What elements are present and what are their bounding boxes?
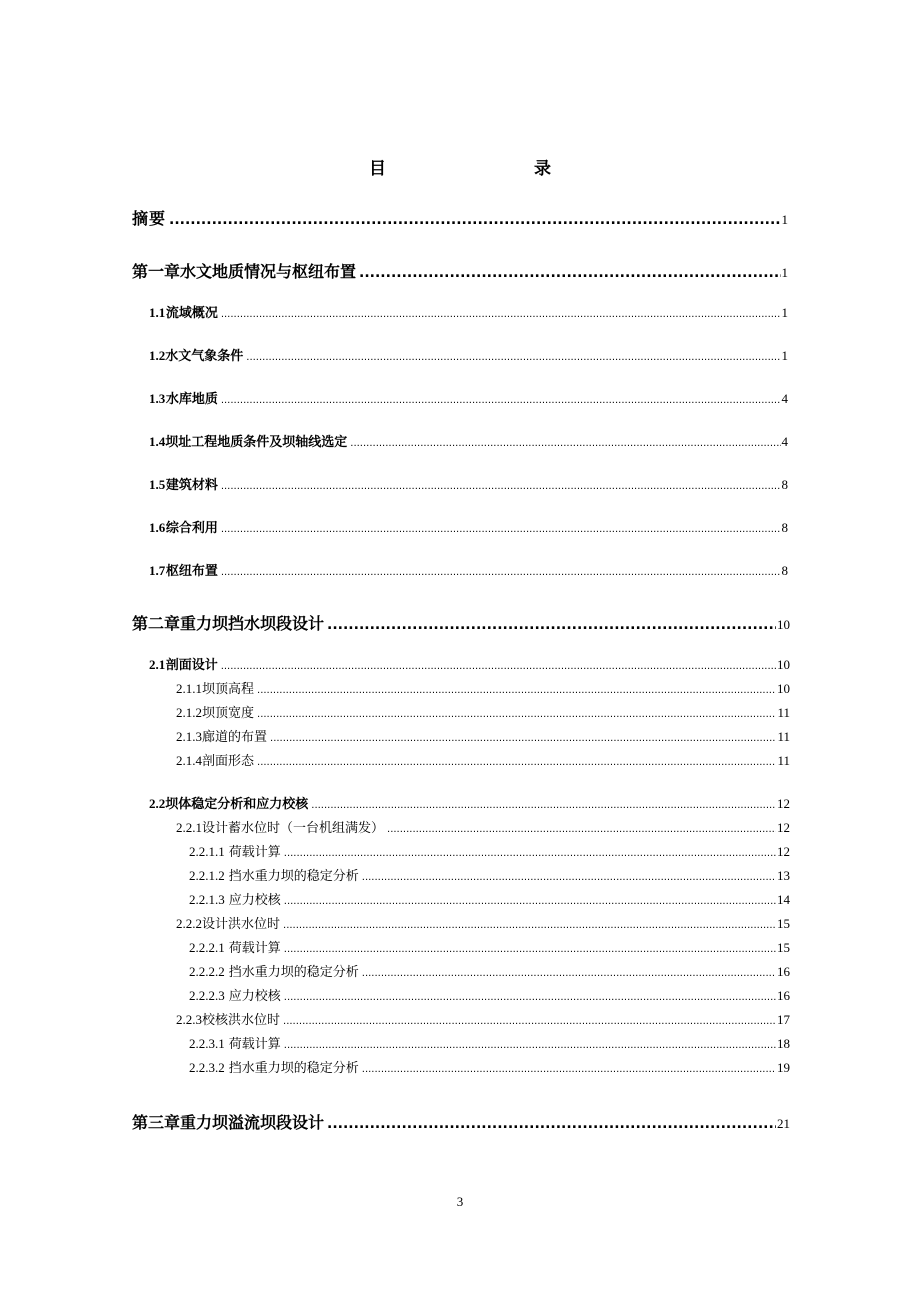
- toc-entry-title: 流域概况: [165, 306, 218, 321]
- toc-entry-page: 21: [777, 1116, 790, 1131]
- toc-entry-number: 第二章: [132, 614, 181, 633]
- toc-entry-page: 16: [777, 988, 790, 1003]
- toc-leader-dots: [284, 944, 776, 955]
- toc-entry-page: 10: [777, 657, 790, 672]
- toc-entry-number: 2.1.4: [176, 753, 202, 768]
- toc-leader-dots: [283, 920, 776, 931]
- toc-entry[interactable]: [132, 259, 788, 283]
- toc-leader-dots: [169, 212, 780, 228]
- toc-entry[interactable]: [132, 1110, 790, 1134]
- toc-entry-page: 11: [777, 753, 790, 768]
- toc-entry-number: 第一章: [132, 262, 181, 281]
- toc-entry-page: 11: [777, 729, 790, 744]
- toc-entry-number: 1.6: [149, 520, 166, 535]
- toc-entry-page: 1: [781, 305, 788, 320]
- toc-entry-number: 1.5: [149, 477, 166, 492]
- toc-entry-number: 1.7: [149, 563, 166, 578]
- toc-entry-title: 荷载计算: [228, 941, 281, 956]
- toc-leader-dots: [284, 1040, 776, 1051]
- toc-entry-number: 1.1: [149, 305, 166, 320]
- toc-leader-dots: [221, 395, 781, 406]
- toc-entry[interactable]: [189, 1057, 790, 1081]
- toc-entry-title: 建筑材料: [165, 478, 218, 493]
- toc-entry-number: 2.1.2: [176, 705, 202, 720]
- toc-entry-number: 2.2.1.3: [189, 892, 225, 907]
- toc-entry-page: 15: [777, 940, 790, 955]
- toc-entry-number: 2.2.1: [176, 820, 202, 835]
- toc-entry-title: 剖面设计: [165, 658, 218, 673]
- toc-leader-dots: [327, 1116, 776, 1132]
- toc-entry-number: 2.2.3.2: [189, 1060, 225, 1075]
- toc-entry-page: 17: [777, 1012, 790, 1027]
- toc-entry-title: 坝顶宽度: [202, 706, 255, 721]
- toc-entry-page: 10: [777, 681, 790, 696]
- toc-entry-number: 2.1.3: [176, 729, 202, 744]
- toc-entry[interactable]: [176, 913, 790, 937]
- toc-entry-page: 8: [781, 520, 788, 535]
- toc-entry-page: 8: [781, 563, 788, 578]
- toc-entry-number: 2.2: [149, 796, 166, 811]
- toc-entry[interactable]: [176, 702, 790, 726]
- toc-entry-page: 12: [777, 820, 790, 835]
- toc-entry-title: 荷载计算: [228, 845, 281, 860]
- toc-leader-dots: [284, 848, 776, 859]
- toc-entry-number: 1.4: [149, 434, 166, 449]
- toc-entry-title: 廊道的布置: [202, 730, 268, 745]
- toc-entry-title: 重力坝溢流坝段设计: [180, 1113, 325, 1132]
- toc-entry-page: 11: [777, 705, 790, 720]
- toc-entry-title: 挡水重力坝的稳定分析: [228, 869, 359, 884]
- toc-entry-title: 重力坝挡水坝段设计: [180, 614, 325, 633]
- toc-entry[interactable]: [176, 1009, 790, 1033]
- toc-entry-page: 1: [781, 348, 788, 363]
- toc-leader-dots: [221, 661, 776, 672]
- toc-leader-dots: [257, 685, 776, 696]
- toc-entry[interactable]: [176, 678, 790, 702]
- toc-entry-title: 校核洪水位时: [202, 1013, 281, 1028]
- toc-entry[interactable]: [149, 431, 788, 455]
- toc-entry-page: 8: [781, 477, 788, 492]
- toc-entry-title: 坝体稳定分析和应力校核: [165, 797, 309, 812]
- toc-entry-page: 10: [777, 617, 790, 632]
- toc-entry-number: 1.3: [149, 391, 166, 406]
- toc-entry-title: 设计洪水位时: [202, 917, 281, 932]
- toc-entry-title: 应力校核: [228, 989, 281, 1004]
- toc-entry-page: 12: [777, 844, 790, 859]
- toc-entry-number: 2.2.2.1: [189, 940, 225, 955]
- toc-entry[interactable]: [189, 1033, 790, 1057]
- toc-entry[interactable]: [149, 388, 788, 412]
- toc-leader-dots: [257, 757, 776, 768]
- toc-entry[interactable]: [132, 611, 790, 635]
- toc-entry[interactable]: [149, 302, 788, 326]
- toc-leader-dots: [350, 438, 780, 449]
- toc-entry-title: 水文地质情况与枢纽布置: [180, 262, 357, 281]
- toc-leader-dots: [359, 265, 780, 281]
- toc-entry-number: 2.2.2.2: [189, 964, 225, 979]
- toc-leader-dots: [362, 968, 776, 979]
- toc-entry-page: 14: [777, 892, 790, 907]
- toc-entry-number: 2.2.1.1: [189, 844, 225, 859]
- toc-entry-page: 19: [777, 1060, 790, 1075]
- toc-entry-number: 1.2: [149, 348, 166, 363]
- toc-entry[interactable]: [149, 560, 788, 584]
- toc-entry[interactable]: [149, 474, 788, 498]
- toc-leader-dots: [284, 992, 776, 1003]
- toc-entry-page: 16: [777, 964, 790, 979]
- toc-entry-title: 坝顶高程: [202, 682, 255, 697]
- toc-entry[interactable]: [132, 206, 788, 230]
- toc-entry-page: 15: [777, 916, 790, 931]
- toc-leader-dots: [283, 1016, 776, 1027]
- toc-entry-page: 4: [781, 434, 788, 449]
- toc-leader-dots: [362, 1064, 776, 1075]
- toc-leader-dots: [257, 709, 776, 720]
- toc-leader-dots: [362, 872, 776, 883]
- toc-entry[interactable]: [189, 841, 790, 865]
- toc-entry[interactable]: [189, 937, 790, 961]
- toc-entry-title: 枢纽布置: [165, 564, 218, 579]
- toc-leader-dots: [246, 352, 780, 363]
- toc-title: 目 录: [369, 159, 589, 179]
- toc-leader-dots: [221, 481, 781, 492]
- toc-entry-title: 挡水重力坝的稳定分析: [228, 965, 359, 980]
- toc-entry-number: 2.2.1.2: [189, 868, 225, 883]
- toc-entry-number: 2.2.3.1: [189, 1036, 225, 1051]
- toc-entry[interactable]: [149, 654, 790, 678]
- toc-leader-dots: [221, 309, 781, 320]
- toc-entry[interactable]: [189, 865, 790, 889]
- toc-leader-dots: [221, 567, 781, 578]
- toc-entry-number: 摘要: [132, 209, 167, 228]
- toc-entry-number: 2.2.3: [176, 1012, 202, 1027]
- toc-entry-title: 剖面形态: [202, 754, 255, 769]
- toc-entry-title: 水文气象条件: [165, 349, 244, 364]
- toc-entry-page: 1: [781, 265, 788, 280]
- page-number: 3: [456, 1194, 464, 1209]
- toc-entry-page: 4: [781, 391, 788, 406]
- toc-entry-number: 2.2.2.3: [189, 988, 225, 1003]
- toc-leader-dots: [311, 800, 776, 811]
- toc-entry-title: 应力校核: [228, 893, 281, 908]
- toc-entry-page: 12: [777, 796, 790, 811]
- toc-leader-dots: [270, 733, 776, 744]
- toc-entry[interactable]: [176, 817, 790, 841]
- toc-entry-page: 18: [777, 1036, 790, 1051]
- toc-entry-number: 2.2.2: [176, 916, 202, 931]
- toc-entry-title: 荷载计算: [228, 1037, 281, 1052]
- toc-leader-dots: [284, 896, 776, 907]
- toc-entry-title: 综合利用: [165, 521, 218, 536]
- toc-entry[interactable]: [176, 750, 790, 774]
- toc-entry[interactable]: [189, 961, 790, 985]
- toc-entry[interactable]: [189, 985, 790, 1009]
- toc-entry[interactable]: [189, 889, 790, 913]
- toc-entry-title: 挡水重力坝的稳定分析: [228, 1061, 359, 1076]
- toc-entry-number: 第三章: [132, 1113, 181, 1132]
- toc-entry[interactable]: [176, 726, 790, 750]
- toc-leader-dots: [221, 524, 781, 535]
- toc-leader-dots: [327, 617, 776, 633]
- toc-leader-dots: [387, 824, 776, 835]
- toc-entry[interactable]: [149, 345, 788, 369]
- toc-entry-number: 2.1: [149, 657, 166, 672]
- toc-entry-title: 水库地质: [165, 392, 218, 407]
- toc-entry-number: 2.1.1: [176, 681, 202, 696]
- toc-entry-title: 设计蓄水位时（一台机组满发）: [202, 821, 385, 836]
- toc-entry-page: 1: [781, 212, 788, 227]
- toc-entry-page: 13: [777, 868, 790, 883]
- toc-entry[interactable]: [149, 793, 790, 817]
- toc-entry[interactable]: [149, 517, 788, 541]
- toc-entry-title: 坝址工程地质条件及坝轴线选定: [165, 435, 348, 450]
